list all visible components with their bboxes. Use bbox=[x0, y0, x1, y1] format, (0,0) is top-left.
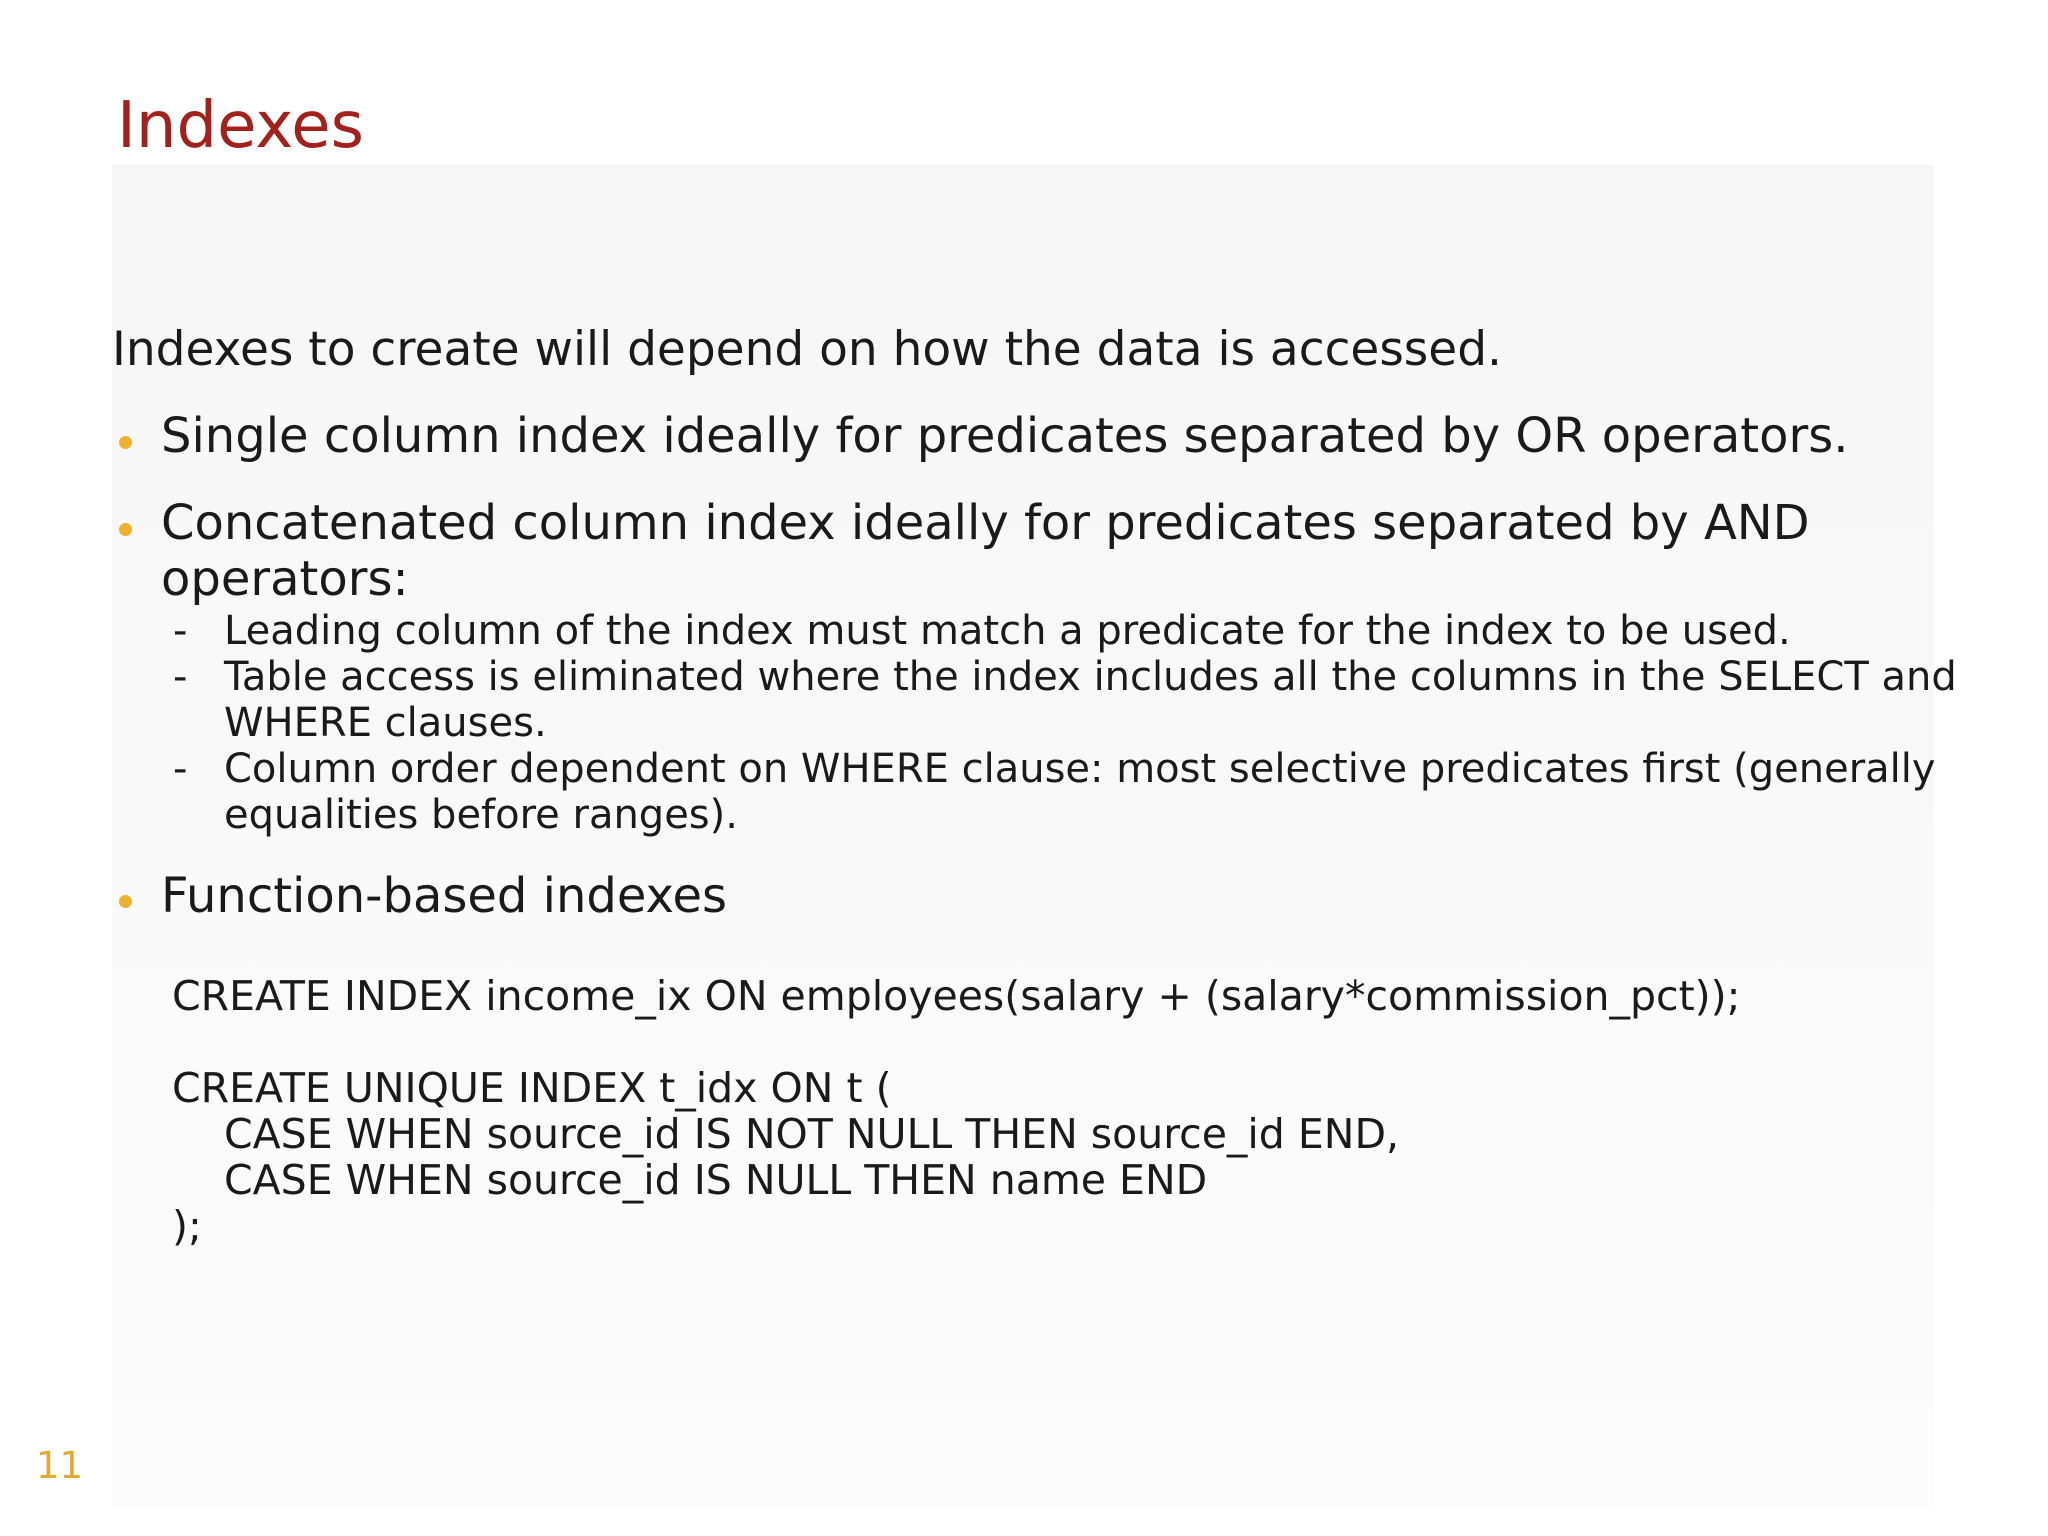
bullet-concatenated-column-continuation: operators: bbox=[161, 551, 409, 607]
sub-item-column-order: Column order dependent on WHERE clause: most selective predicates first (generally bbox=[224, 746, 1936, 792]
sub-item-leading-column: Leading column of the index must match a predicate for the index to be used. bbox=[224, 608, 1791, 654]
page-number: 11 bbox=[36, 1444, 84, 1487]
sub-item-dash: - bbox=[173, 654, 188, 700]
intro-text: Indexes to create will depend on how the data is accessed. bbox=[112, 322, 1502, 377]
bullet-function-based-indexes: Function-based indexes bbox=[161, 868, 728, 924]
code-line-create-unique-index: CREATE UNIQUE INDEX t_idx ON t ( bbox=[172, 1064, 892, 1112]
sub-item-column-order-continuation: equalities before ranges). bbox=[224, 792, 738, 838]
code-line-closing: ); bbox=[172, 1202, 202, 1250]
sub-item-dash: - bbox=[173, 746, 188, 792]
code-line-create-index: CREATE INDEX income_ix ON employees(salary + (salary*commission_pct)); bbox=[172, 972, 1741, 1020]
sub-item-table-access: Table access is eliminated where the index includes all the columns in the SELECT and bbox=[224, 654, 1957, 700]
bullet-dot-icon bbox=[119, 895, 132, 908]
bullet-dot-icon bbox=[119, 523, 132, 536]
sub-item-table-access-continuation: WHERE clauses. bbox=[224, 700, 547, 746]
code-line-case-not-null: CASE WHEN source_id IS NOT NULL THEN source_id END, bbox=[224, 1110, 1400, 1158]
bullet-single-column: Single column index ideally for predicates separated by OR operators. bbox=[161, 408, 1849, 464]
bullet-concatenated-column: Concatenated column index ideally for predicates separated by AND bbox=[161, 495, 1810, 551]
slide-title: Indexes bbox=[117, 89, 364, 163]
sub-item-dash: - bbox=[173, 608, 188, 654]
code-line-case-null: CASE WHEN source_id IS NULL THEN name END bbox=[224, 1156, 1208, 1204]
bullet-dot-icon bbox=[119, 436, 132, 449]
